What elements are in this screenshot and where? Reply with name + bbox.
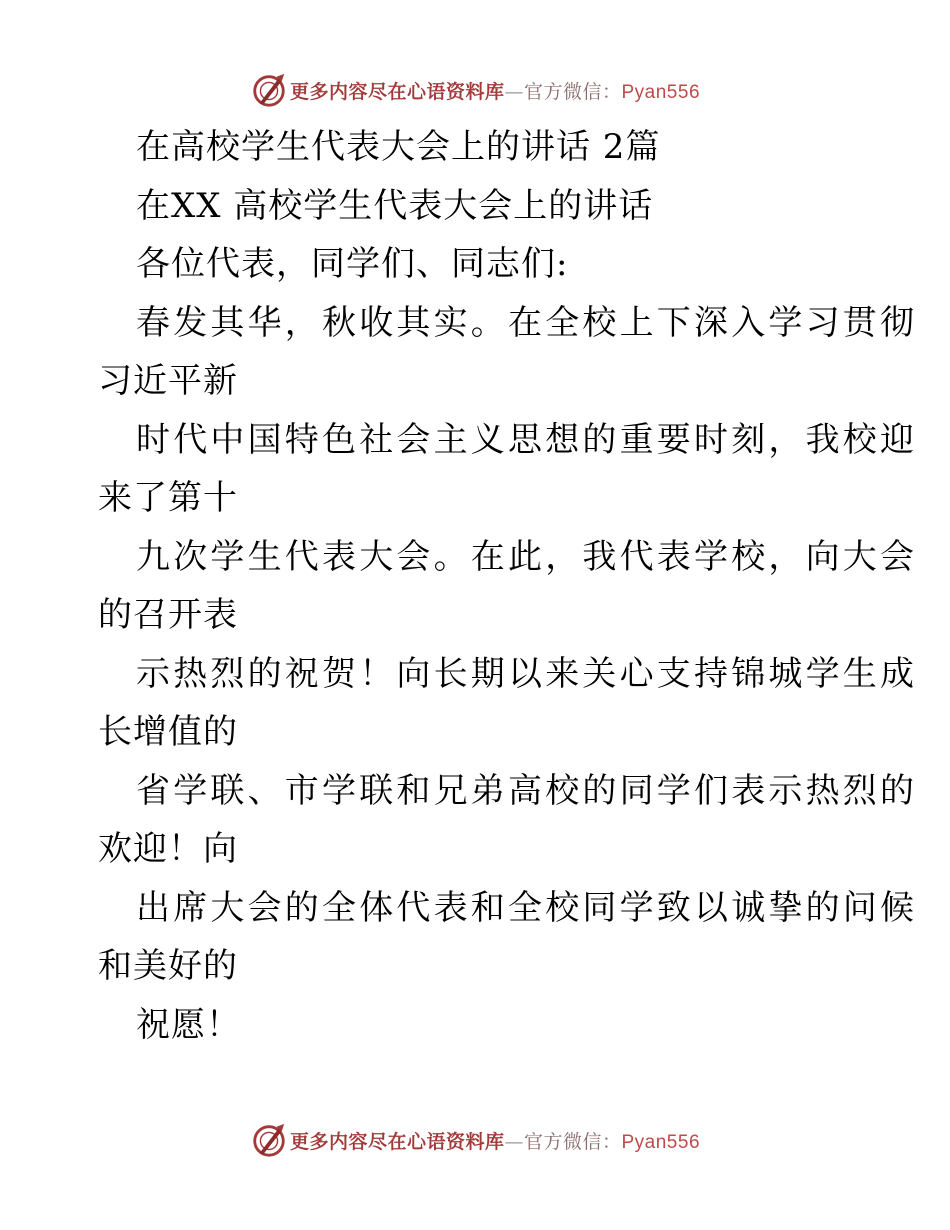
quill-pen-logo-icon (250, 71, 288, 109)
watermark-suffix: 官方微信： (523, 80, 622, 103)
paragraph-line: 习近平新 (98, 361, 238, 401)
watermark-id: Pyan556 (621, 81, 701, 103)
watermark-main: 更多内容尽在心语资料库 (289, 1130, 505, 1153)
document-title: 在高校学生代表大会上的讲话 2篇 (136, 127, 661, 167)
paragraph-line: 出席大会的全体代表和全校同学致以诚挚的问候 (136, 887, 918, 928)
footer-watermark (0, 1120, 950, 1160)
quill-pen-logo-icon (250, 1121, 288, 1159)
paragraph-line: 的召开表 (98, 595, 238, 635)
watermark-main: 更多内容尽在心语资料库 (289, 80, 505, 103)
salutation-line: 各位代表，同学们、同志们: (136, 244, 569, 284)
watermark-dash: — (504, 80, 524, 103)
document-body (98, 118, 918, 1054)
watermark-text (290, 77, 700, 104)
header-watermark (0, 70, 950, 110)
paragraph-line: 和美好的 (98, 946, 238, 986)
paragraph-line: 祝愿！ (136, 1004, 241, 1045)
paragraph-line: 省学联、市学联和兄弟高校的同学们表示热烈的 (136, 770, 918, 811)
watermark-dash: — (504, 1130, 524, 1153)
paragraph-line: 春发其华，秋收其实。在全校上下深入学习贯彻 (136, 302, 918, 343)
watermark-suffix: 官方微信： (523, 1130, 622, 1153)
paragraph-line: 示热烈的祝贺！向长期以来关心支持锦城学生成 (136, 653, 918, 694)
watermark-text (290, 1127, 700, 1154)
paragraph-line: 欢迎！向 (98, 829, 238, 869)
paragraph-line: 来了第十 (98, 478, 238, 518)
paragraph-line: 时代中国特色社会主义思想的重要时刻，我校迎 (136, 419, 918, 460)
document-subtitle: 在XX 高校学生代表大会上的讲话 (136, 185, 654, 226)
watermark-id: Pyan556 (621, 1131, 701, 1153)
paragraph-line: 九次学生代表大会。在此，我代表学校，向大会 (136, 536, 918, 577)
paragraph-line: 长增值的 (98, 712, 238, 752)
